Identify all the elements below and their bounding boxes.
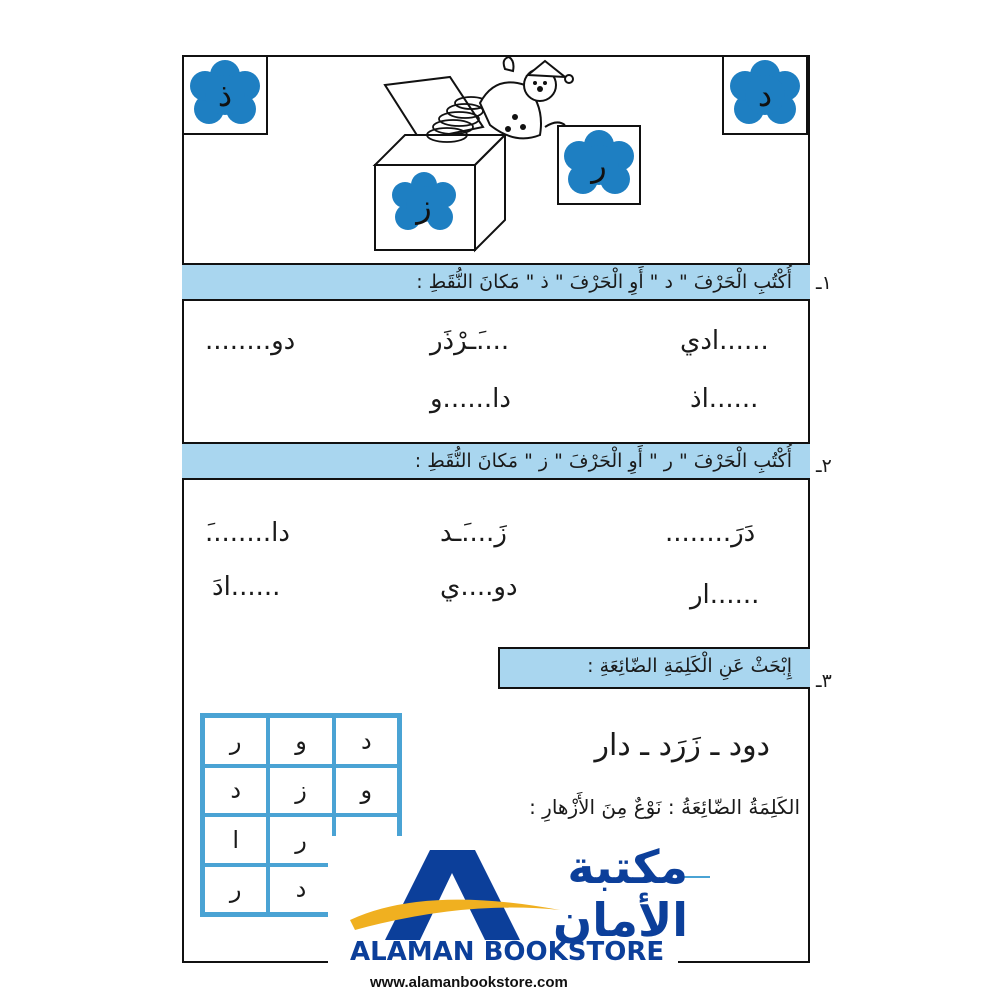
grid-cell: ر — [203, 865, 268, 915]
exercise-item: دَرَ........ — [665, 518, 756, 548]
lost-word-label: الكَلِمَةُ الضّائِعَةُ : نَوْعٌ مِنَ الأَزْهارِ : — [529, 795, 800, 819]
exercise-item: دو........ — [205, 326, 296, 356]
letter-dhal: ذ — [217, 76, 233, 114]
letter-tile-top-left — [182, 55, 268, 135]
bookstore-name-arabic-line1: مكتبة — [567, 840, 688, 894]
letter-tile-held — [557, 125, 641, 205]
bookstore-logo-a-icon — [345, 845, 575, 945]
word-list: دود ـ زَرَد ـ دار — [594, 728, 770, 763]
letter-dal: د — [757, 76, 773, 114]
exercise-item: زَ....َـد — [440, 518, 507, 548]
grid-cell: ر — [268, 815, 333, 865]
flower-icon — [727, 59, 803, 131]
section-number: ٣ـ — [816, 670, 832, 692]
bookstore-name-english: ALAMAN BOOKSTORE — [350, 937, 665, 967]
section-number: ١ـ — [816, 272, 832, 294]
section-1-instruction: أُكْتُبِ الْحَرْفَ " د " أَوِ الْحَرْفَ " ذ " مَكانَ النُّقَطِ : — [416, 271, 792, 293]
exercise-item: ....َـرْذَر — [430, 326, 510, 356]
section-3-instruction: إِبْحَثْ عَنِ الْكَلِمَةِ الضّائِعَةِ : — [587, 655, 792, 677]
section-1-banner — [182, 263, 810, 301]
section-2-instruction: أُكْتُبِ الْحَرْفَ " ر " أَوِ الْحَرْفَ " ز " مَكانَ النُّقَطِ : — [414, 450, 792, 472]
grid-cell: د — [334, 716, 399, 766]
letter-ra: ر — [591, 146, 607, 184]
exercise-item: ......ادَ — [212, 572, 281, 602]
exercise-item: دو....ي — [440, 572, 518, 602]
letter-zay: ز — [416, 187, 432, 225]
section-2-banner — [182, 442, 810, 480]
grid-cell: و — [268, 716, 333, 766]
exercise-item: ......اذ — [690, 384, 759, 414]
letter-tile-top-right — [722, 55, 808, 135]
bookstore-url: www.alamanbookstore.com — [370, 974, 568, 991]
flower-icon — [561, 129, 637, 201]
exercise-item: دا......و — [430, 384, 511, 414]
exercise-item: ......ادي — [680, 326, 769, 356]
section-number: ٢ـ — [816, 455, 832, 477]
grid-cell: ا — [203, 815, 268, 865]
exercise-item: ......ار — [690, 580, 760, 610]
grid-cell: ر — [203, 716, 268, 766]
grid-cell: د — [268, 865, 333, 915]
grid-cell: د — [203, 766, 268, 816]
flower-icon — [187, 59, 263, 131]
section-3-banner — [498, 647, 810, 689]
bookstore-name-arabic-line2: الأمان — [552, 893, 688, 947]
grid-cell: ز — [268, 766, 333, 816]
exercise-item: دا........َ — [205, 518, 290, 548]
grid-cell: و — [334, 766, 399, 816]
